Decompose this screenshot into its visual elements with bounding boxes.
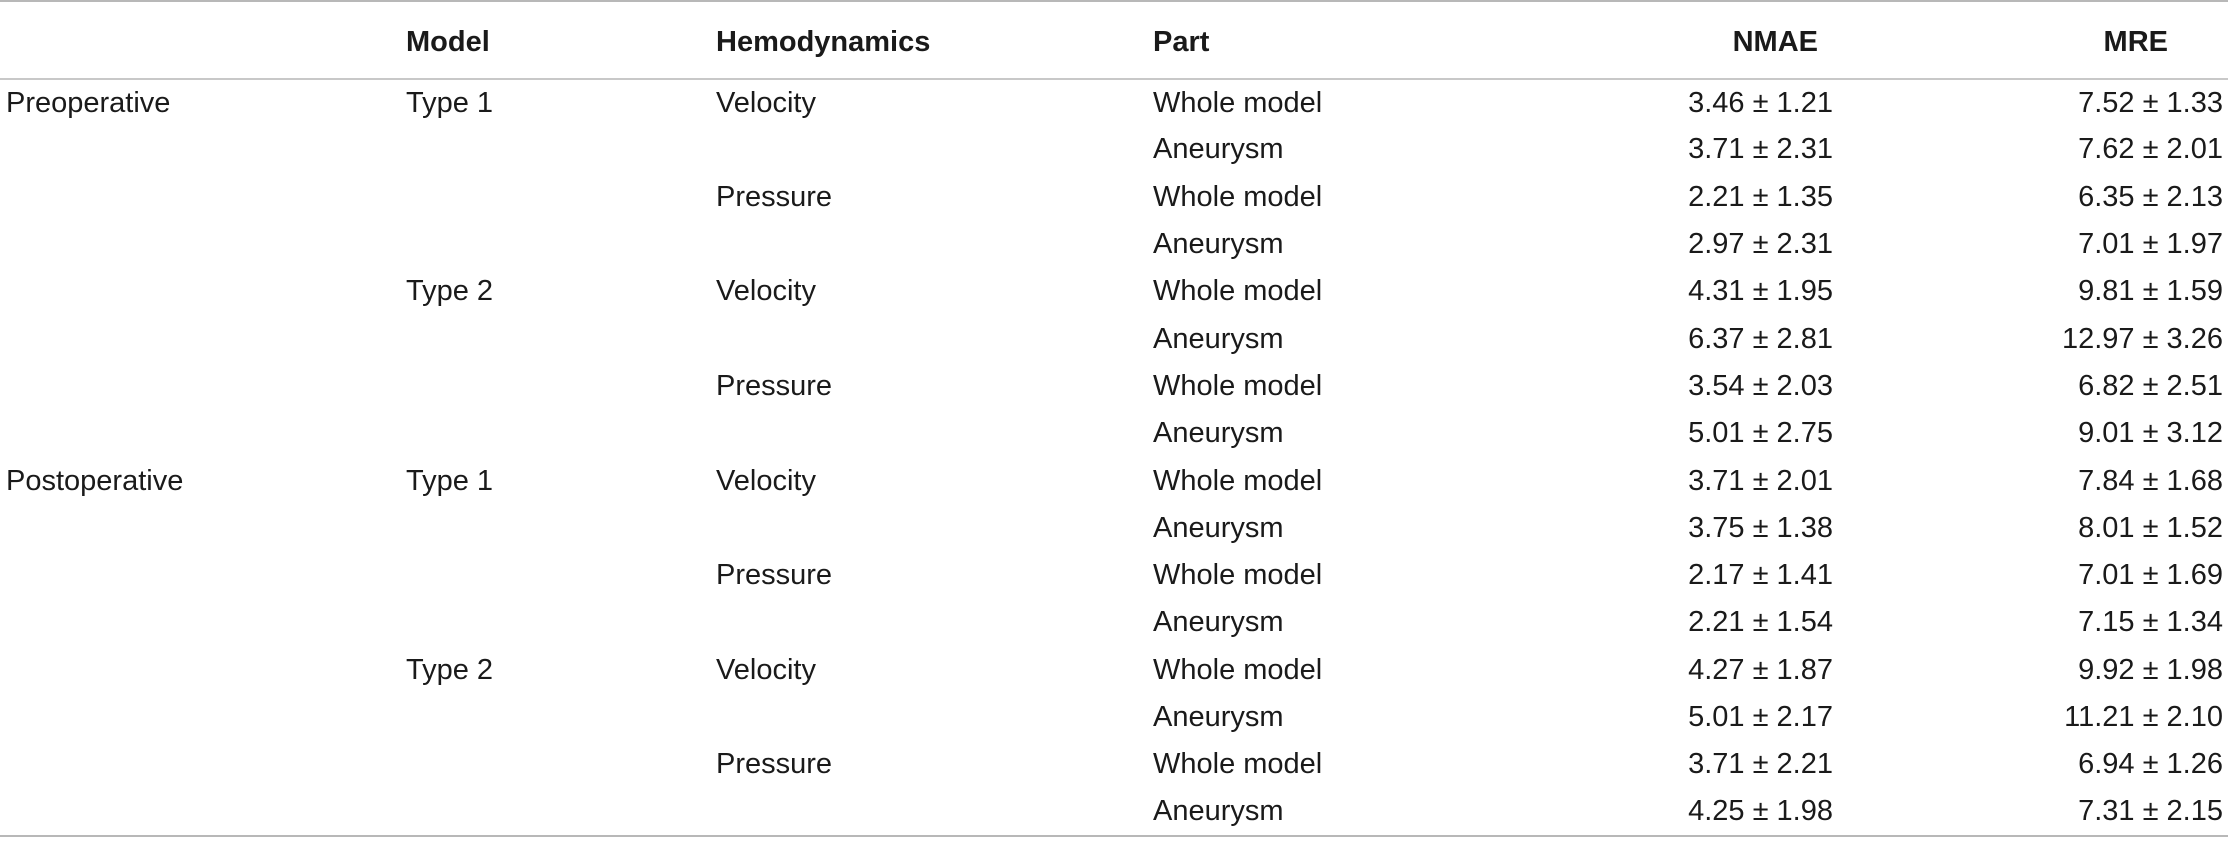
cell-part: Whole model [1153, 653, 1323, 686]
table-row [0, 221, 2228, 268]
table-row [0, 505, 2228, 552]
cell-mre: 8.01 ± 1.52 [2078, 511, 2223, 544]
cell-model [406, 552, 716, 599]
cell-group [0, 647, 406, 694]
cell-hemodynamics: Pressure [716, 369, 833, 402]
cell-mre: 7.52 ± 1.33 [2078, 86, 2223, 119]
table-row [0, 410, 2228, 457]
cell-hemodynamics: Velocity [716, 653, 816, 686]
cell-group [0, 788, 406, 835]
table-row [0, 363, 2228, 410]
cell-part: Whole model [1153, 275, 1323, 308]
cell-group [0, 599, 406, 646]
cell-mre: 6.82 ± 2.51 [2078, 369, 2223, 402]
cell-part: Aneurysm [1153, 322, 1284, 355]
cell-hemodynamics [716, 505, 1153, 552]
cell-hemodynamics [716, 126, 1153, 173]
cell-part: Aneurysm [1153, 228, 1284, 261]
table-row [0, 788, 2228, 835]
cell-hemodynamics [716, 599, 1153, 646]
cell-nmae: 3.46 ± 1.21 [1688, 86, 1833, 119]
cell-model [406, 741, 716, 788]
table-row [0, 457, 2228, 504]
table-row [0, 552, 2228, 599]
cell-model [406, 363, 716, 410]
cell-nmae: 2.97 ± 2.31 [1688, 228, 1833, 261]
header-part: Part [1153, 1, 1558, 79]
cell-hemodynamics [716, 221, 1153, 268]
cell-hemodynamics [716, 694, 1153, 741]
cell-model [406, 694, 716, 741]
cell-part: Aneurysm [1153, 606, 1284, 639]
table-row [0, 741, 2228, 788]
table-row [0, 174, 2228, 221]
cell-nmae: 2.21 ± 1.54 [1688, 606, 1833, 639]
cell-nmae: 3.71 ± 2.21 [1688, 748, 1833, 781]
table-header [0, 1, 2228, 79]
header-row [0, 1, 2228, 79]
table-body [0, 79, 2228, 836]
cell-model [406, 410, 716, 457]
cell-model: Type 1 [406, 464, 494, 497]
cell-mre: 6.94 ± 1.26 [2078, 748, 2223, 781]
cell-model [406, 599, 716, 646]
cell-mre: 9.01 ± 3.12 [2078, 417, 2223, 450]
cell-hemodynamics [716, 788, 1153, 835]
cell-model [406, 505, 716, 552]
header-mre: MRE [1863, 1, 2228, 79]
cell-hemodynamics: Velocity [716, 86, 816, 119]
table-row [0, 315, 2228, 362]
cell-part: Aneurysm [1153, 788, 1558, 835]
cell-mre: 9.81 ± 1.59 [2078, 275, 2223, 308]
cell-nmae: 2.17 ± 1.41 [1688, 559, 1833, 592]
table-row [0, 126, 2228, 173]
table-row [0, 79, 2228, 126]
cell-model: Type 1 [406, 86, 494, 119]
cell-model [406, 315, 716, 362]
cell-nmae: 4.31 ± 1.95 [1688, 275, 1833, 308]
cell-group [0, 741, 406, 788]
cell-part: Whole model [1153, 748, 1323, 781]
cell-hemodynamics: Pressure [716, 180, 833, 213]
cell-group: Preoperative [6, 86, 171, 119]
cell-nmae: 4.25 ± 1.98 [1558, 788, 1863, 835]
cell-group: Postoperative [6, 464, 184, 497]
cell-nmae: 5.01 ± 2.17 [1688, 701, 1833, 733]
cell-nmae: 3.54 ± 2.03 [1688, 369, 1833, 402]
table-row [0, 268, 2228, 315]
cell-model [406, 126, 716, 173]
cell-hemodynamics: Velocity [716, 464, 816, 497]
cell-mre: 9.92 ± 1.98 [2078, 653, 2223, 686]
cell-hemodynamics [716, 410, 1153, 457]
cell-nmae: 2.21 ± 1.35 [1688, 180, 1833, 213]
cell-part: Whole model [1153, 464, 1323, 497]
cell-group [0, 268, 406, 315]
table-row [0, 647, 2228, 694]
header-nmae: NMAE [1558, 1, 1863, 79]
cell-nmae: 3.75 ± 1.38 [1688, 511, 1833, 544]
cell-part: Aneurysm [1153, 511, 1284, 544]
header-hemodynamics: Hemodynamics [716, 1, 1153, 79]
cell-hemodynamics: Pressure [716, 559, 833, 592]
cell-mre: 11.21 ± 2.10 [2064, 701, 2223, 733]
cell-nmae: 5.01 ± 2.75 [1688, 417, 1833, 450]
header-model: Model [406, 1, 716, 79]
cell-part: Aneurysm [1153, 701, 1284, 733]
cell-mre: 7.01 ± 1.97 [2078, 228, 2223, 261]
cell-model: Type 2 [406, 653, 494, 686]
cell-group [0, 315, 406, 362]
cell-group [0, 694, 406, 741]
cell-group [0, 363, 406, 410]
cell-part: Whole model [1153, 559, 1323, 592]
cell-nmae: 6.37 ± 2.81 [1688, 322, 1833, 355]
cell-hemodynamics: Velocity [716, 275, 816, 308]
header-group [0, 1, 406, 79]
cell-hemodynamics: Pressure [716, 748, 833, 781]
cell-part: Whole model [1153, 86, 1323, 119]
cell-nmae: 3.71 ± 2.31 [1688, 133, 1833, 166]
cell-group [0, 174, 406, 221]
cell-mre: 7.15 ± 1.34 [2078, 606, 2223, 639]
cell-mre: 12.97 ± 3.26 [2061, 322, 2223, 355]
cell-mre: 7.62 ± 2.01 [2078, 133, 2223, 166]
cell-group [0, 126, 406, 173]
cell-nmae: 3.71 ± 2.01 [1688, 464, 1833, 497]
table-row [0, 599, 2228, 646]
cell-model [406, 788, 716, 835]
cell-part: Aneurysm [1153, 133, 1284, 166]
cell-part: Whole model [1153, 369, 1323, 402]
cell-group [0, 505, 406, 552]
cell-part: Whole model [1153, 180, 1323, 213]
cell-group [0, 221, 406, 268]
cell-model: Type 2 [406, 275, 494, 308]
cell-part: Aneurysm [1153, 417, 1284, 450]
cell-model [406, 221, 716, 268]
cell-mre: 7.84 ± 1.68 [2078, 464, 2223, 497]
cell-mre: 7.01 ± 1.69 [2078, 559, 2223, 592]
cell-mre: 7.31 ± 2.15 [1863, 788, 2228, 835]
cell-hemodynamics [716, 315, 1153, 362]
table-row [0, 694, 2228, 741]
cell-group [0, 552, 406, 599]
cell-nmae: 4.27 ± 1.87 [1688, 653, 1833, 686]
cell-group [0, 410, 406, 457]
cell-model [406, 174, 716, 221]
cell-mre: 6.35 ± 2.13 [2078, 180, 2223, 213]
